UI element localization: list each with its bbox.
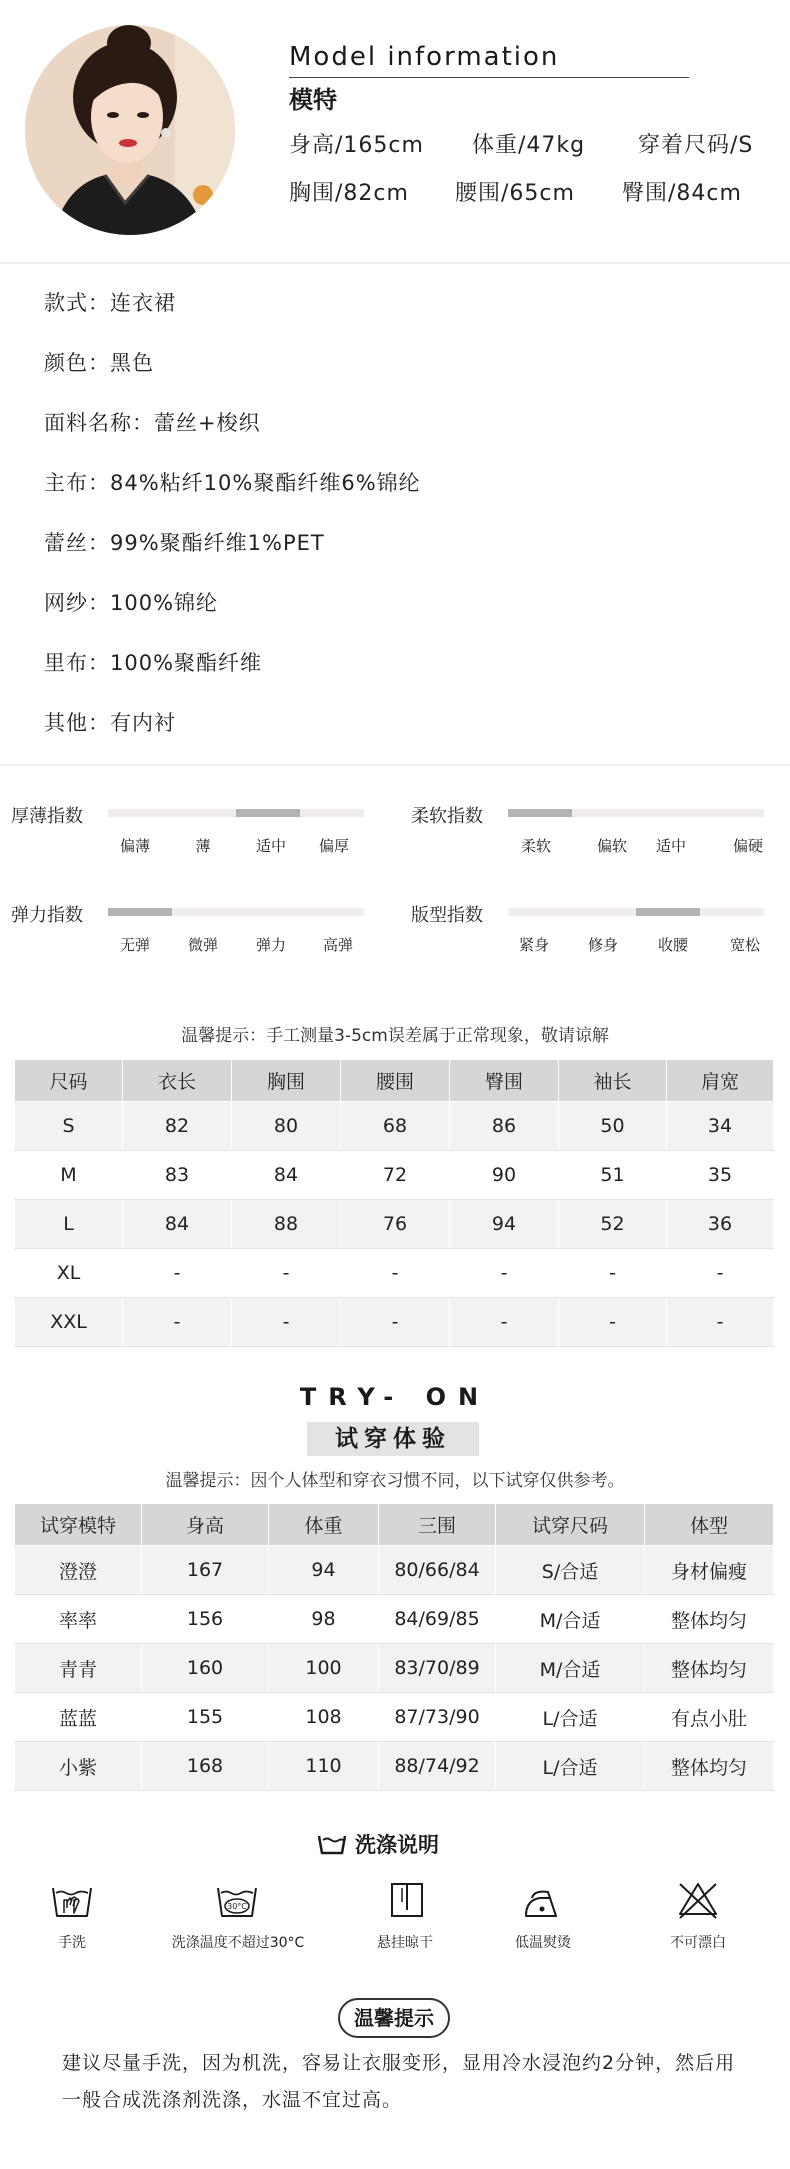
table-cell: 83 xyxy=(123,1151,232,1200)
spec-style: 款式：连衣裙 xyxy=(44,291,176,315)
model-portrait-image xyxy=(25,25,235,235)
table-cell: 36 xyxy=(667,1200,774,1249)
spec-main-fabric: 主布：84%粘纤10%聚酯纤维6%锦纶 xyxy=(44,471,421,495)
table-cell: 90 xyxy=(450,1151,559,1200)
spec-mesh: 网纱：100%锦纶 xyxy=(44,591,219,615)
elasticity-index-bar xyxy=(108,908,364,916)
table-cell: M/合适 xyxy=(496,1644,645,1693)
softness-option: 柔软 xyxy=(520,837,552,855)
fit-index-bar xyxy=(508,908,764,916)
model-title-cn: 模特 xyxy=(289,86,337,114)
size-chart-header-cell: 臀围 xyxy=(450,1060,559,1102)
washing-title xyxy=(317,1828,439,1860)
model-waist: 腰围/65cm xyxy=(455,181,575,206)
table-cell: 84 xyxy=(123,1200,232,1249)
section-divider xyxy=(0,764,790,766)
wash-label-no-bleach: 不可漂白 xyxy=(670,1935,726,1951)
model-weight: 体重/47kg xyxy=(472,133,586,158)
size-chart-header-cell: 肩宽 xyxy=(667,1060,774,1102)
table-cell: 100 xyxy=(269,1644,379,1693)
table-cell: 160 xyxy=(142,1644,269,1693)
wash-30-icon xyxy=(215,1880,259,1920)
fit-option: 收腰 xyxy=(657,936,689,954)
try-on-header-cell: 试穿尺码 xyxy=(496,1504,645,1546)
try-on-header-cell: 三围 xyxy=(379,1504,496,1546)
table-cell: 80/66/84 xyxy=(379,1546,496,1595)
table-cell: 蓝蓝 xyxy=(15,1693,142,1742)
table-cell: - xyxy=(450,1249,559,1298)
try-on-title-en: TRY- ON xyxy=(299,1383,491,1411)
table-cell: 98 xyxy=(269,1595,379,1644)
spec-color: 颜色：黑色 xyxy=(44,351,154,375)
spec-other: 其他：有内衬 xyxy=(44,711,176,735)
table-row xyxy=(15,1742,774,1791)
model-title-en: Model information xyxy=(289,42,560,72)
table-cell: 167 xyxy=(142,1546,269,1595)
model-avatar xyxy=(25,25,235,235)
table-cell: 155 xyxy=(142,1693,269,1742)
tips-body: 建议尽量手洗，因为机洗，容易让衣服变形，显用冷水浸泡约2分钟，然后用一般合成洗涤剂洗涤，水温不宜过高。 xyxy=(62,2052,736,2111)
table-row xyxy=(15,1595,774,1644)
tips-badge: 温馨提示 xyxy=(338,1998,450,2038)
thickness-index-fill xyxy=(236,809,300,817)
spec-lining: 里布：100%聚酯纤维 xyxy=(44,651,263,675)
table-cell: - xyxy=(667,1298,774,1347)
try-on-table xyxy=(14,1503,774,1791)
table-cell: - xyxy=(341,1249,450,1298)
size-chart-table xyxy=(14,1059,774,1347)
try-on-header-cell: 身高 xyxy=(142,1504,269,1546)
table-cell: 率率 xyxy=(15,1595,142,1644)
fit-option: 修身 xyxy=(587,936,619,954)
table-cell: L/合适 xyxy=(496,1693,645,1742)
model-size-worn: 穿着尺码/S xyxy=(638,133,754,158)
table-cell: 35 xyxy=(667,1151,774,1200)
fit-index-fill xyxy=(636,908,700,916)
table-cell: 整体均匀 xyxy=(645,1644,774,1693)
softness-option: 偏硬 xyxy=(732,837,764,855)
table-cell: L xyxy=(15,1200,123,1249)
table-cell: - xyxy=(232,1249,341,1298)
table-cell: S xyxy=(15,1102,123,1151)
try-on-header-cell: 试穿模特 xyxy=(15,1504,142,1546)
table-cell: - xyxy=(450,1298,559,1347)
table-cell: - xyxy=(341,1298,450,1347)
elasticity-index-label: 弹力指数 xyxy=(11,905,83,926)
try-on-header-cell: 体型 xyxy=(645,1504,774,1546)
table-row xyxy=(15,1693,774,1742)
table-cell: 青青 xyxy=(15,1644,142,1693)
table-cell: - xyxy=(559,1249,667,1298)
table-cell: XXL xyxy=(15,1298,123,1347)
table-cell: 整体均匀 xyxy=(645,1742,774,1791)
table-cell: 小紫 xyxy=(15,1742,142,1791)
hand-wash-icon xyxy=(50,1880,94,1920)
elasticity-option: 无弹 xyxy=(119,936,151,954)
section-divider xyxy=(0,262,790,264)
model-hip: 臀围/84cm xyxy=(622,181,742,206)
size-chart-header-cell: 腰围 xyxy=(341,1060,450,1102)
table-cell: 51 xyxy=(559,1151,667,1200)
softness-index-bar xyxy=(508,809,764,817)
table-cell: XL xyxy=(15,1249,123,1298)
table-cell: 83/70/89 xyxy=(379,1644,496,1693)
table-cell: - xyxy=(232,1298,341,1347)
model-information-section xyxy=(0,0,790,262)
fit-index-label: 版型指数 xyxy=(411,905,483,926)
size-chart-tip: 温馨提示：手工测量3-5cm误差属于正常现象，敬请谅解 xyxy=(181,1026,609,1046)
table-cell: 110 xyxy=(269,1742,379,1791)
elasticity-option: 高弹 xyxy=(322,936,354,954)
spec-lace: 蕾丝：99%聚酯纤维1%PET xyxy=(44,531,325,555)
softness-option: 适中 xyxy=(655,837,687,855)
hang-dry-icon xyxy=(385,1880,429,1920)
table-cell: 87/73/90 xyxy=(379,1693,496,1742)
table-cell: 88/74/92 xyxy=(379,1742,496,1791)
softness-index-label: 柔软指数 xyxy=(411,806,483,827)
table-row xyxy=(15,1102,774,1151)
wash-label-hang-dry: 悬挂晾干 xyxy=(377,1935,433,1951)
table-cell: - xyxy=(667,1249,774,1298)
table-cell: M/合适 xyxy=(496,1595,645,1644)
table-row xyxy=(15,1200,774,1249)
wash-temp-text: 30°C xyxy=(227,1902,247,1911)
thickness-option: 偏厚 xyxy=(318,837,350,855)
elasticity-index-fill xyxy=(108,908,172,916)
table-cell: 156 xyxy=(142,1595,269,1644)
table-row xyxy=(15,1546,774,1595)
table-cell: 94 xyxy=(269,1546,379,1595)
size-chart-header-cell: 袖长 xyxy=(559,1060,667,1102)
table-cell: 76 xyxy=(341,1200,450,1249)
thickness-index-bar xyxy=(108,809,364,817)
table-cell: 80 xyxy=(232,1102,341,1151)
model-height: 身高/165cm xyxy=(289,133,424,158)
table-cell: - xyxy=(559,1298,667,1347)
table-cell: 86 xyxy=(450,1102,559,1151)
wash-label-hand-wash: 手洗 xyxy=(58,1935,86,1951)
thickness-option: 薄 xyxy=(195,837,211,855)
table-cell: L/合适 xyxy=(496,1742,645,1791)
table-cell: - xyxy=(123,1298,232,1347)
wash-label-temperature: 洗涤温度不超过30°C xyxy=(171,1935,305,1951)
fit-option: 宽松 xyxy=(729,936,761,954)
size-chart-header-cell: 尺码 xyxy=(15,1060,123,1102)
spec-fabric-name: 面料名称：蕾丝+梭织 xyxy=(44,411,261,435)
thickness-index-label: 厚薄指数 xyxy=(11,806,83,827)
softness-index-fill xyxy=(508,809,572,817)
table-cell: 84 xyxy=(232,1151,341,1200)
table-cell: 88 xyxy=(232,1200,341,1249)
size-chart-header-row xyxy=(15,1060,774,1102)
fit-option: 紧身 xyxy=(518,936,550,954)
try-on-header-row xyxy=(15,1504,774,1546)
thickness-option: 偏薄 xyxy=(119,837,151,855)
table-cell: 整体均匀 xyxy=(645,1595,774,1644)
elasticity-option: 微弹 xyxy=(187,936,219,954)
table-cell: 50 xyxy=(559,1102,667,1151)
table-cell: 身材偏瘦 xyxy=(645,1546,774,1595)
table-cell: 72 xyxy=(341,1151,450,1200)
elasticity-option: 弹力 xyxy=(255,936,287,954)
thickness-option: 适中 xyxy=(255,837,287,855)
size-chart-header-cell: 衣长 xyxy=(123,1060,232,1102)
table-cell: S/合适 xyxy=(496,1546,645,1595)
no-bleach-icon xyxy=(676,1880,720,1920)
try-on-title-cn: 试穿体验 xyxy=(307,1422,479,1456)
title-underline xyxy=(289,77,689,78)
table-cell: 84/69/85 xyxy=(379,1595,496,1644)
washing-title-text: 洗涤说明 xyxy=(355,1833,439,1857)
low-iron-icon xyxy=(520,1884,564,1924)
try-on-tip: 温馨提示：因个人体型和穿衣习惯不同，以下试穿仅供参考。 xyxy=(165,1471,625,1491)
table-cell: M xyxy=(15,1151,123,1200)
table-cell: 168 xyxy=(142,1742,269,1791)
table-cell: 108 xyxy=(269,1693,379,1742)
table-cell: - xyxy=(123,1249,232,1298)
try-on-header-cell: 体重 xyxy=(269,1504,379,1546)
table-cell: 94 xyxy=(450,1200,559,1249)
table-cell: 52 xyxy=(559,1200,667,1249)
table-cell: 68 xyxy=(341,1102,450,1151)
table-row xyxy=(15,1644,774,1693)
table-row xyxy=(15,1151,774,1200)
table-cell: 82 xyxy=(123,1102,232,1151)
softness-option: 偏软 xyxy=(596,837,628,855)
wash-label-low-iron: 低温熨烫 xyxy=(515,1935,571,1951)
model-bust: 胸围/82cm xyxy=(289,181,409,206)
wash-basin-icon xyxy=(317,1832,347,1856)
table-cell: 澄澄 xyxy=(15,1546,142,1595)
table-cell: 有点小肚 xyxy=(645,1693,774,1742)
size-chart-header-cell: 胸围 xyxy=(232,1060,341,1102)
table-row xyxy=(15,1298,774,1347)
table-row xyxy=(15,1249,774,1298)
table-cell: 34 xyxy=(667,1102,774,1151)
